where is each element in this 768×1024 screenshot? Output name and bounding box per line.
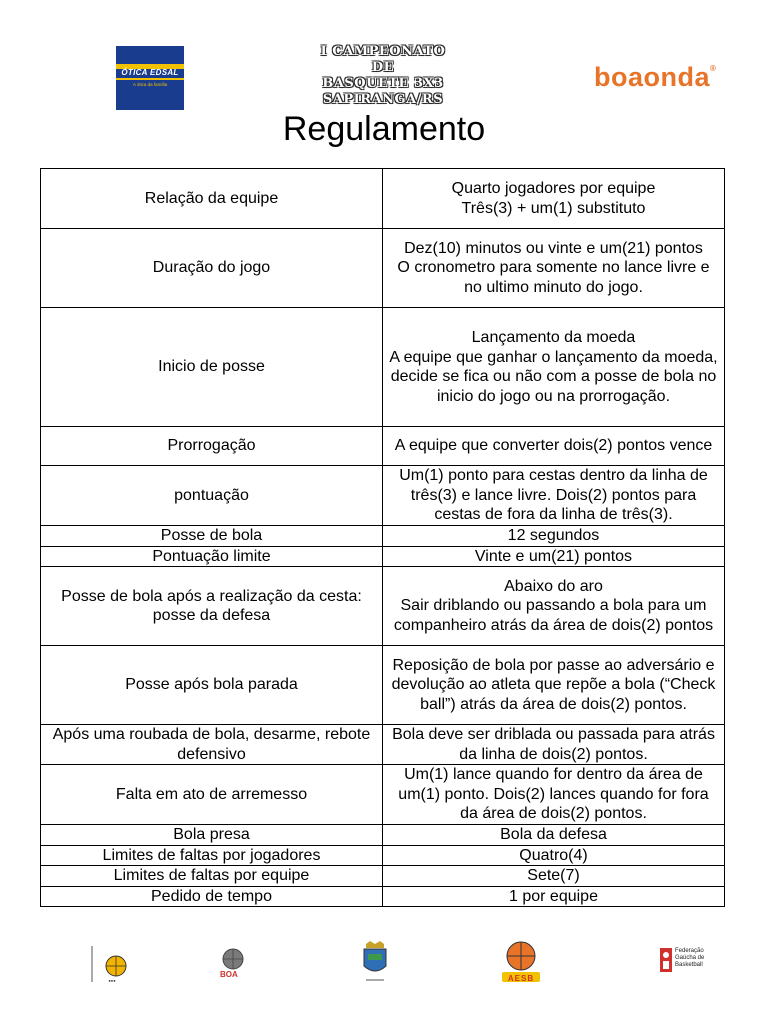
- otica-tagline: A ótica da família: [132, 82, 168, 87]
- otica-wordmark: ÓTICA EDSAL: [121, 68, 179, 77]
- rule-item-cell: Limites de faltas por equipe: [41, 866, 383, 887]
- rule-value-line: Vinte e um(21) pontos: [474, 547, 633, 565]
- boa-small-text: BOA: [220, 970, 238, 979]
- rule-value-cell: [383, 427, 725, 466]
- rule-value-line: Um(1) ponto para cestas dentro da linha de três(3) e lance livre. Dois(2) pontos para cestas de fora da linha de três(3).: [399, 467, 708, 524]
- otica-edsal-logo: [116, 46, 184, 110]
- svg-text:●●●: ●●●: [108, 978, 116, 983]
- table-row: [41, 866, 725, 887]
- rule-value-cell: [383, 546, 725, 567]
- basketball-club-logo: [90, 944, 134, 984]
- table-row: [41, 169, 725, 229]
- rule-value-line: A equipe que converter dois(2) pontos vence: [394, 437, 713, 455]
- event-logo-line: I CAMPEONATO: [320, 44, 446, 59]
- rule-item-cell: Duração do jogo: [41, 229, 383, 308]
- rule-item-cell: Prorrogação: [41, 427, 383, 466]
- table-row: [41, 427, 725, 466]
- rule-value-line: Dez(10) minutos ou vinte e um(21) pontos: [404, 239, 703, 257]
- table-row: [41, 526, 725, 547]
- table-row: [41, 546, 725, 567]
- rule-value-line: O cronometro para somente no lance livre e no ultimo minuto do jogo.: [397, 259, 710, 296]
- rule-value-cell: [383, 466, 725, 526]
- table-row: [41, 886, 725, 907]
- aesb-logo: [498, 940, 544, 986]
- page-title: Regulamento: [282, 110, 486, 148]
- fgb-text: Federação Gaúcha de Basketball: [675, 948, 705, 968]
- rule-value-cell: [383, 886, 725, 907]
- rule-item-cell: Falta em ato de arremesso: [41, 765, 383, 825]
- rule-item-cell: Inicio de posse: [41, 308, 383, 427]
- event-logo-line: BASQUETE 3X3: [322, 76, 444, 91]
- rule-item-cell: Bola presa: [41, 825, 383, 846]
- table-row: [41, 765, 725, 825]
- footer-logos: [0, 936, 768, 986]
- rule-value-line: Bola da defesa: [500, 826, 607, 843]
- rule-value-line: Reposição de bola por passe ao adversário e devolução ao atleta que repõe a bola (“Check ball”) atrás da área de dois(2) pontos.: [391, 656, 716, 713]
- rule-value-cell: [383, 825, 725, 846]
- rule-value-line: Um(1) lance quando for dentro da área de um(1) ponto. Dois(2) lances quando for fora da área de dois(2) pontos.: [398, 766, 709, 823]
- rule-item-cell: Posse de bola: [41, 526, 383, 547]
- boaonda-small-logo: [218, 946, 250, 984]
- table-row: [41, 308, 725, 427]
- table-row: [41, 567, 725, 646]
- event-logo: [318, 44, 448, 110]
- crest-icon: [360, 940, 390, 984]
- rule-value-cell: [383, 845, 725, 866]
- boaonda-wordmark: boaonda: [594, 62, 710, 92]
- rule-value-line: Três(3) + um(1) substituto: [461, 199, 646, 217]
- rule-value-line: Quatro(4): [519, 846, 588, 864]
- rule-value-cell: [383, 725, 725, 765]
- table-row: [41, 646, 725, 725]
- rule-value-line: A equipe que ganhar o lançamento da moeda, decide se fica ou não com a posse de bola no inicio do jogo ou na prorrogação.: [389, 348, 718, 405]
- table-row: [41, 466, 725, 526]
- registered-mark: ®: [710, 64, 717, 73]
- rule-value-line: 12 segundos: [507, 527, 600, 544]
- event-logo-line: SAPIRANGA/RS: [322, 92, 444, 107]
- rule-value-cell: [383, 646, 725, 725]
- table-row: [41, 229, 725, 308]
- rule-value-line: Abaixo do aro: [504, 577, 603, 595]
- rule-value-line: Sair driblando ou passando a bola para um companheiro atrás da área de dois(2) pontos: [393, 597, 714, 634]
- rule-value-line: Quarto jogadores por equipe: [451, 180, 656, 197]
- rule-item-cell: Posse após bola parada: [41, 646, 383, 725]
- rule-item-cell: Após uma roubada de bola, desarme, rebote defensivo: [41, 725, 383, 765]
- rule-value-line: 1 por equipe: [509, 887, 598, 905]
- fgb-mark-icon: [660, 948, 672, 972]
- rule-value-cell: [383, 308, 725, 427]
- rule-value-cell: [383, 765, 725, 825]
- rule-item-cell: Pontuação limite: [41, 546, 383, 567]
- rules-table: [40, 168, 725, 907]
- rule-value-line: Bola deve ser driblada ou passada para atrás da linha de dois(2) pontos.: [392, 726, 715, 763]
- rule-value-line: Sete(7): [527, 867, 580, 884]
- rule-item-cell: Limites de faltas por jogadores: [41, 845, 383, 866]
- table-row: [41, 825, 725, 846]
- rule-value-cell: [383, 229, 725, 308]
- rule-value-cell: [383, 526, 725, 547]
- rule-item-cell: Relação da equipe: [41, 169, 383, 229]
- rule-value-cell: [383, 567, 725, 646]
- table-row: [41, 725, 725, 765]
- boaonda-logo: [594, 62, 716, 93]
- basketball-icon: [90, 944, 134, 984]
- logo-stripe: [116, 78, 184, 80]
- rule-value-line: Lançamento da moeda: [471, 329, 636, 346]
- rule-value-cell: [383, 866, 725, 887]
- aesb-text: AESB: [507, 974, 535, 983]
- rule-value-cell: [383, 169, 725, 229]
- rule-item-cell: pontuação: [41, 466, 383, 526]
- event-logo-line: DE: [371, 60, 395, 75]
- federacao-gaucha-logo: [660, 948, 720, 974]
- table-row: [41, 845, 725, 866]
- municipal-crest-logo: [360, 940, 390, 984]
- rule-item-cell: Pedido de tempo: [41, 886, 383, 907]
- rule-item-cell: Posse de bola após a realização da cesta: posse da defesa: [41, 567, 383, 646]
